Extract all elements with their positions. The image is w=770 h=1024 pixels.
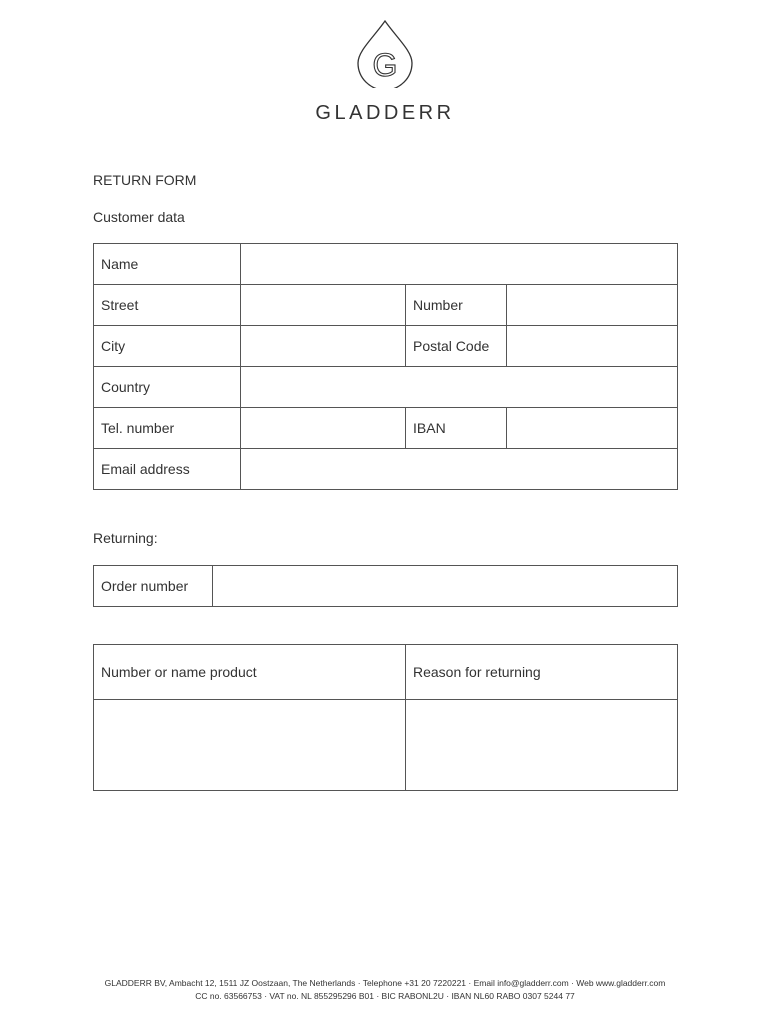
table-row: [94, 408, 678, 449]
droplet-g-icon: [355, 18, 415, 88]
table-row: [94, 285, 678, 326]
table-header-row: [94, 645, 678, 700]
table-row: [94, 244, 678, 285]
tel-label: Tel. number: [94, 408, 241, 449]
email-label: Email address: [94, 449, 241, 490]
street-field[interactable]: [241, 285, 406, 326]
table-row: [94, 700, 678, 791]
form-title: RETURN FORM: [93, 172, 197, 188]
footer-registration-line: CC no. 63566753 · VAT no. NL 855295296 B01 · BIC RABONL2U · IBAN NL60 RABO 0307 5244 77: [195, 991, 575, 1001]
country-field[interactable]: [241, 367, 678, 408]
table-row: [94, 449, 678, 490]
customer-data-table: [93, 243, 678, 490]
iban-field[interactable]: [507, 408, 678, 449]
country-label: Country: [94, 367, 241, 408]
order-number-table: [93, 565, 678, 607]
city-label: City: [94, 326, 241, 367]
street-label: Street: [94, 285, 241, 326]
order-number-field[interactable]: [213, 566, 678, 607]
city-field[interactable]: [241, 326, 406, 367]
table-row: [94, 367, 678, 408]
brand-name: GLADDERR: [315, 102, 455, 124]
tel-field[interactable]: [241, 408, 406, 449]
reason-field[interactable]: [406, 700, 678, 791]
table-row: [94, 566, 678, 607]
number-label: Number: [406, 285, 507, 326]
name-field[interactable]: [241, 244, 678, 285]
postal-code-label: Postal Code: [406, 326, 507, 367]
customer-data-heading: Customer data: [93, 209, 185, 225]
order-number-label: Order number: [94, 566, 213, 607]
name-label: Name: [94, 244, 241, 285]
brand-logo: [0, 18, 770, 88]
logo-letter: G: [372, 47, 398, 83]
email-field[interactable]: [241, 449, 678, 490]
footer-address-line: GLADDERR BV, Ambacht 12, 1511 JZ Oostzaan, The Netherlands · Telephone +31 20 7220221 · Email info@gladderr.com · Web www.gladderr.com: [104, 978, 666, 988]
products-table: [93, 644, 678, 791]
postal-code-field[interactable]: [507, 326, 678, 367]
returning-heading: Returning:: [93, 530, 158, 546]
product-column-header: Number or name product: [94, 645, 406, 700]
reason-column-header: Reason for returning: [406, 645, 678, 700]
iban-label: IBAN: [406, 408, 507, 449]
number-field[interactable]: [507, 285, 678, 326]
table-row: [94, 326, 678, 367]
product-field[interactable]: [94, 700, 406, 791]
